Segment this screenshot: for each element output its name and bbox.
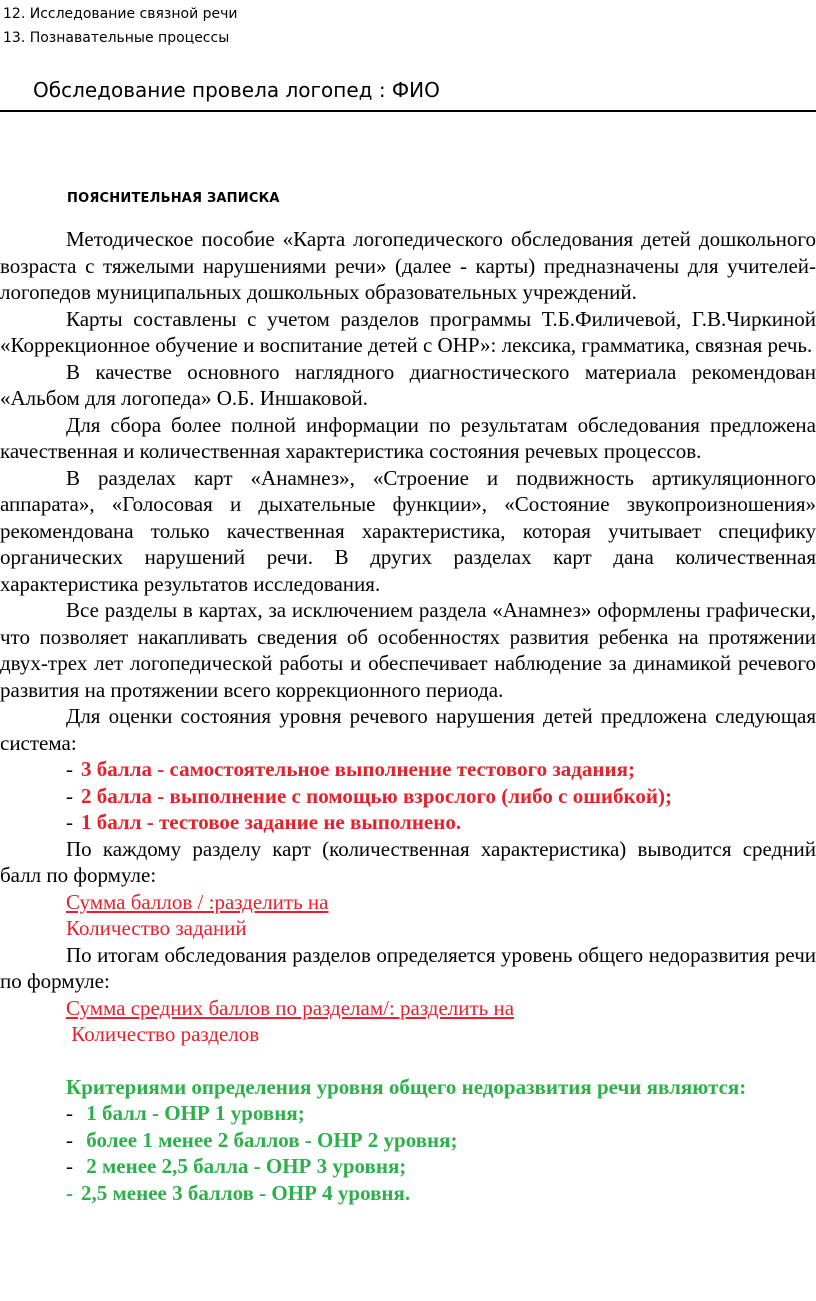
list-item: 12. Исследование связной речи — [3, 6, 238, 22]
formula-denominator: Количество разделов — [66, 1022, 260, 1046]
paragraph: Все разделы в картах, за исключением раздела «Анамнез» оформлены графически, что позволяет накапливать сведения об особенностях развития ребенка на протяжении двух-трех лет логопедической работы и обеспечивает наблюдение за динамикой речевого развития на протяжении всего коррекционного периода. — [0, 598, 816, 702]
paragraph: Для сбора более полной информации по результатам обследования предложена качественная и количественная характеристика состояния речевых процессов. — [0, 412, 816, 463]
scoring-item: - 3 балла - самостоятельное выполнение тестового задания; — [66, 757, 635, 781]
criteria-item: - более 1 менее 2 баллов - ОНР 2 уровня; — [66, 1127, 458, 1152]
list-item: 13. Познавательные процессы — [3, 30, 230, 46]
criteria-item: - 2 менее 2,5 балла - ОНР 3 уровня; — [66, 1154, 407, 1178]
scoring-text: 1 балл - тестовое задание не выполнено. — [81, 810, 462, 834]
formula-numerator: Сумма баллов / :разделить на — [66, 889, 329, 914]
scoring-item: - 2 балла - выполнение с помощью взрослого (либо с ошибкой); — [66, 783, 672, 808]
scoring-text: 2 балла - выполнение с помощью взрослого (либо с ошибкой); — [81, 783, 672, 808]
paragraph: В разделах карт «Анамнез», «Строение и подвижность артикуляционного аппарата», «Голосовая и дыхательные функции», «Состояние звукопроизношения» рекомендована только качественная характеристика, которая учитывает специфику органических нарушений речи. В других разделах карт дана количественная характеристика результатов исследования. — [0, 465, 816, 596]
scoring-text: 3 балла - самостоятельное выполнение тестового задания; — [81, 757, 635, 781]
scoring-item: - 1 балл - тестовое задание не выполнено. — [66, 810, 462, 834]
criteria-item: - 1 балл - ОНР 1 уровня; — [66, 1101, 305, 1125]
examiner-line: Обследование провела логопед : ФИО — [33, 78, 440, 102]
paragraph: По итогам обследования разделов определяется уровень общего недоразвития речи по формуле: — [0, 942, 816, 993]
formula-numerator: Сумма средних баллов по разделам/: разделить на — [66, 995, 515, 1020]
paragraph: По каждому разделу карт (количественная характеристика) выводится средний балл по формуле: — [0, 836, 816, 887]
horizontal-rule — [0, 110, 816, 112]
top-list — [3, 2, 238, 50]
criteria-title: Критериями определения уровня общего недоразвития речи являются: — [66, 1074, 747, 1099]
section-heading: ПОЯСНИТЕЛЬНАЯ ЗАПИСКА — [67, 191, 280, 206]
paragraph: Методическое пособие «Карта логопедического обследования детей дошкольного возраста с тяжелыми нарушениями речи» (далее - карты) предназначены для учителей-логопедов муниципальных дошкольных образовательных учреждений. — [0, 227, 816, 304]
criteria-item: - 2,5 менее 3 баллов - ОНР 4 уровня. — [66, 1180, 411, 1205]
paragraph: Для оценки состояния уровня речевого нарушения детей предложена следующая система: — [0, 704, 816, 755]
document-body — [0, 226, 816, 1206]
paragraph: Карты составлены с учетом разделов программы Т.Б.Филичевой, Г.В.Чиркиной «Коррекционное обучение и воспитание детей с ОНР»: лексика, грамматика, связная речь. — [0, 306, 816, 357]
paragraph: В качестве основного наглядного диагностического материала рекомендован «Альбом для логопеда» О.Б. Иншаковой. — [0, 359, 816, 410]
formula-denominator: Количество заданий — [66, 916, 247, 940]
